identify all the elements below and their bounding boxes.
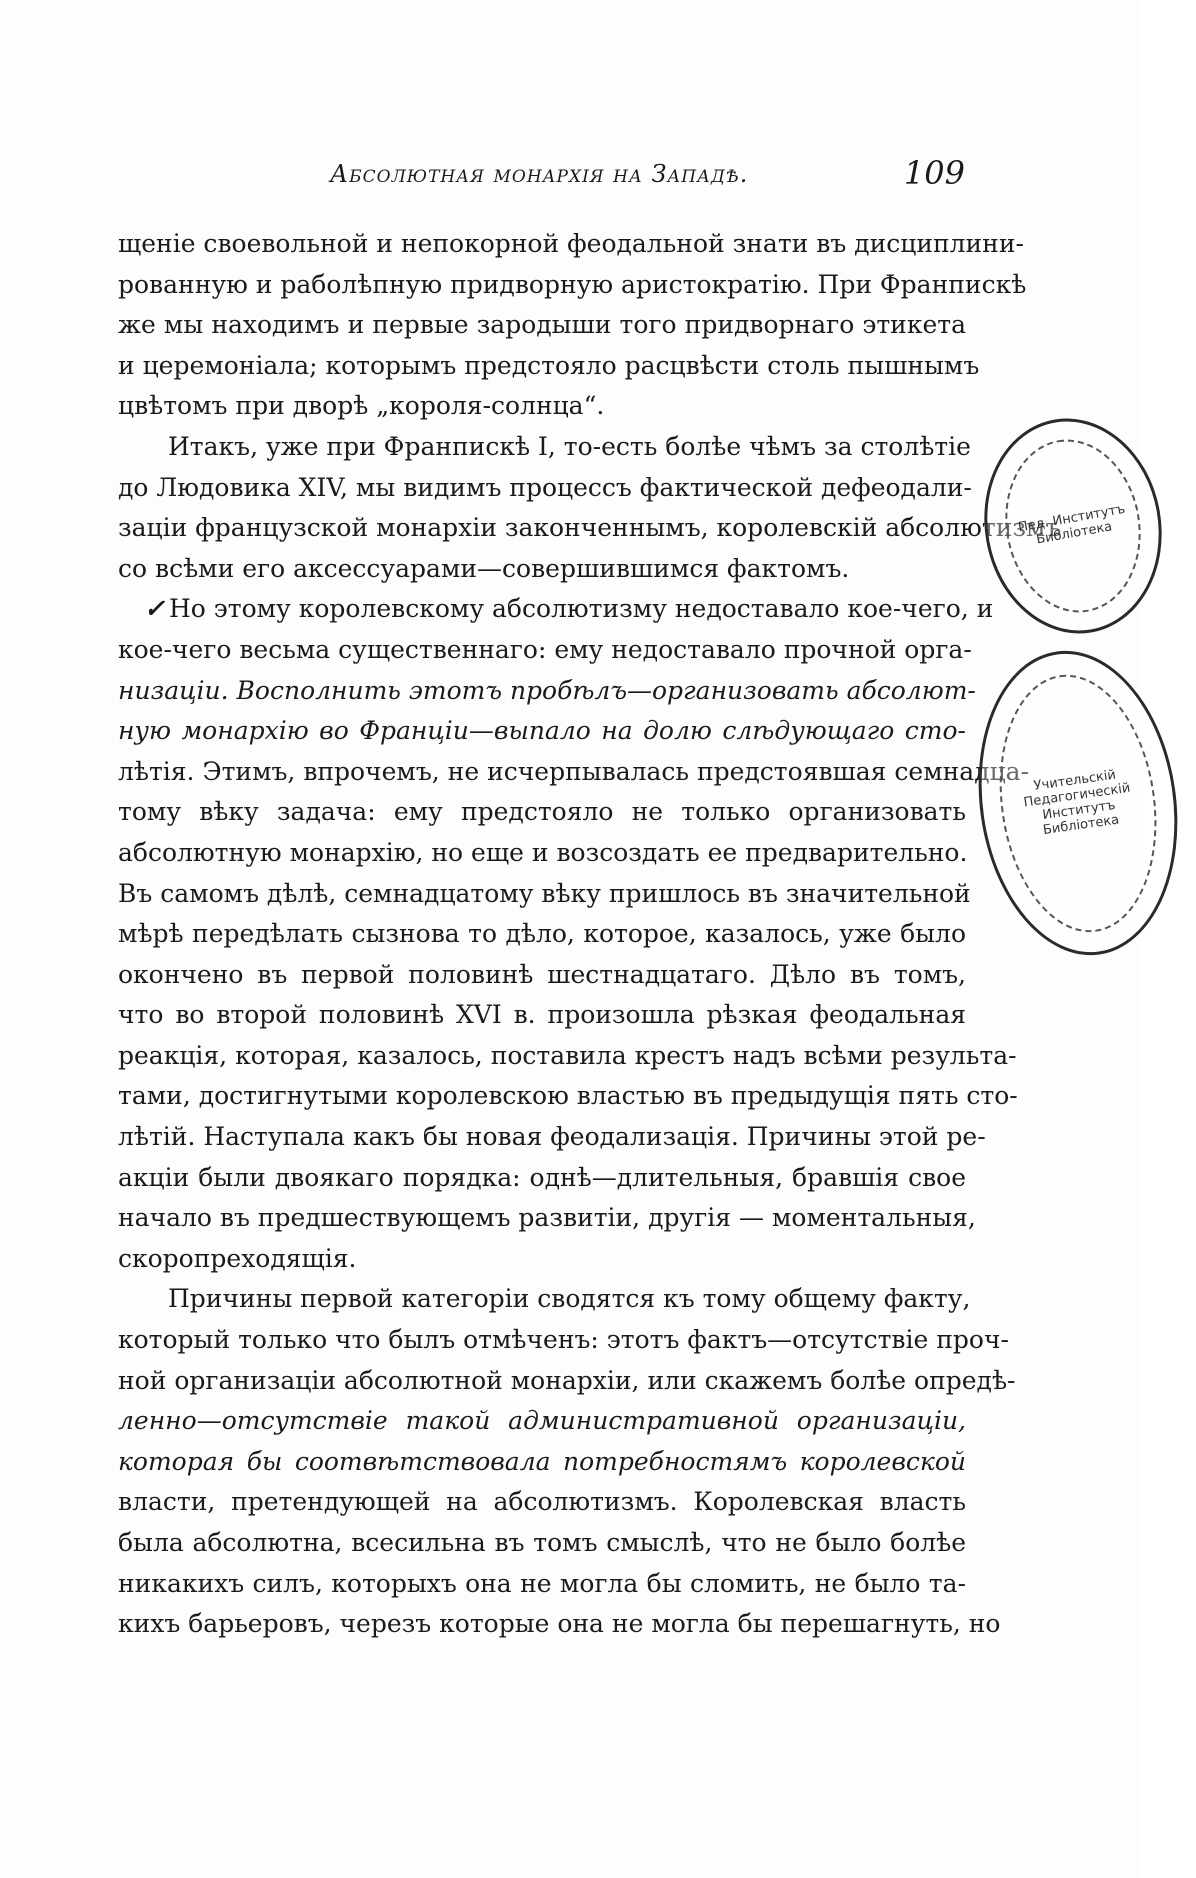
text-line: что во второй половинѣ XVI в. произошла рѣзкая феодальная — [118, 1000, 966, 1030]
text-line: начало въ предшествующемъ развитіи, другія — моментальныя, — [118, 1203, 976, 1233]
text-line: цвѣтомъ при дворѣ „короля-солнца“. — [118, 391, 605, 421]
text-line: ную монархію во Франціи—выпало на долю слѣдующаго сто- — [118, 716, 966, 746]
text-line: ленно—отсутствіе такой административной организаціи, — [118, 1406, 966, 1436]
text-line: же мы находимъ и первые зародыши того придворнаго этикета — [118, 310, 966, 340]
body-text — [118, 224, 1062, 1645]
text-line: акціи были двоякаго порядка: однѣ—длительныя, бравшія свое — [118, 1162, 966, 1192]
text-line: которая бы соотвѣтствовала потребностямъ королевской — [118, 1446, 966, 1476]
text-line: тому вѣку задача: ему предстояло не только организовать — [118, 797, 966, 827]
library-stamp — [968, 404, 1179, 647]
library-stamp-text: Пед. Институтъ Библіотека — [992, 429, 1154, 624]
text-line: лѣтія. Этимъ, впрочемъ, не исчерпывалась предстоявшая семнадца- — [118, 756, 1030, 786]
text-line: тами, достигнутыми королевскою властью въ предыдущія пять сто- — [118, 1081, 1018, 1111]
text-line: Въ самомъ дѣлѣ, семнадцатому вѣку пришлось въ значительной — [118, 878, 971, 908]
text-line: со всѣми его аксессуарами—совершившимся фактомъ. — [118, 553, 850, 583]
text-line: абсолютную монархію, но еще и возсоздать ее предварительно. — [118, 837, 968, 867]
text-line: Итакъ, уже при Франпискѣ I, то-есть болѣе чѣмъ за столѣтіе — [168, 431, 971, 461]
text-line: щеніе своевольной и непокорной феодальной знати въ дисциплини- — [118, 229, 1024, 258]
text-line: который только что былъ отмѣченъ: этотъ фактъ—отсутствіе проч- — [118, 1325, 1009, 1355]
text-line: Причины первой категоріи сводятся къ тому общему факту, — [168, 1284, 971, 1314]
checkmark-icon: ✓ — [144, 594, 165, 624]
running-head: Абсолютная монархія на Западѣ. — [330, 160, 749, 188]
text-line: ной организаціи абсолютной монархіи, или скажемъ болѣе опредѣ- — [118, 1365, 1016, 1395]
page-header — [120, 154, 965, 196]
text-line: окончено въ первой половинѣ шестнадцатаго. Дѣло въ томъ, — [118, 959, 966, 989]
text-line: заціи французской монархіи законченнымъ, королевскій абсолютизмъ — [118, 513, 1062, 543]
text-line: власти, претендующей на абсолютизмъ. Королевская власть — [118, 1487, 966, 1517]
text-line: мѣрѣ передѣлать сызнова то дѣло, которое, казалось, уже было — [118, 919, 966, 949]
text-line: реакція, которая, казалось, поставила крестъ надъ всѣми результа- — [118, 1040, 1017, 1070]
text-line: до Людовика XIV, мы видимъ процессъ фактической дефеодали- — [118, 472, 972, 502]
text-line-content: Но этому королевскому абсолютизму недоставало кое-чего, и — [168, 594, 994, 624]
text-line: никакихъ силъ, которыхъ она не могла бы сломить, не было та- — [118, 1568, 966, 1598]
text-line — [118, 589, 994, 630]
text-line: скоропреходящія. — [118, 1243, 357, 1273]
library-stamp — [960, 638, 1196, 968]
text-line: низаціи. Восполнить этотъ пробѣлъ—организовать абсолют- — [118, 675, 976, 705]
library-stamp-text: Учительскій Педагогическій Институтъ Библіотека — [984, 664, 1173, 942]
text-line: рованную и раболѣпную придворную аристократію. При Франпискѣ — [118, 269, 1027, 299]
text-line: кихъ барьеровъ, черезъ которые она не могла бы перешагнуть, но — [118, 1609, 1001, 1639]
page-number: 109 — [903, 154, 965, 192]
text-line: и церемоніала; которымъ предстояло расцвѣсти столь пышнымъ — [118, 350, 980, 380]
text-line: лѣтій. Наступала какъ бы новая феодализація. Причины этой ре- — [118, 1122, 986, 1152]
text-line: была абсолютна, всесильна въ томъ смыслѣ, что не было болѣе — [118, 1528, 966, 1557]
text-line: кое-чего весьма существеннаго: ему недоставало прочной орга- — [118, 634, 972, 664]
